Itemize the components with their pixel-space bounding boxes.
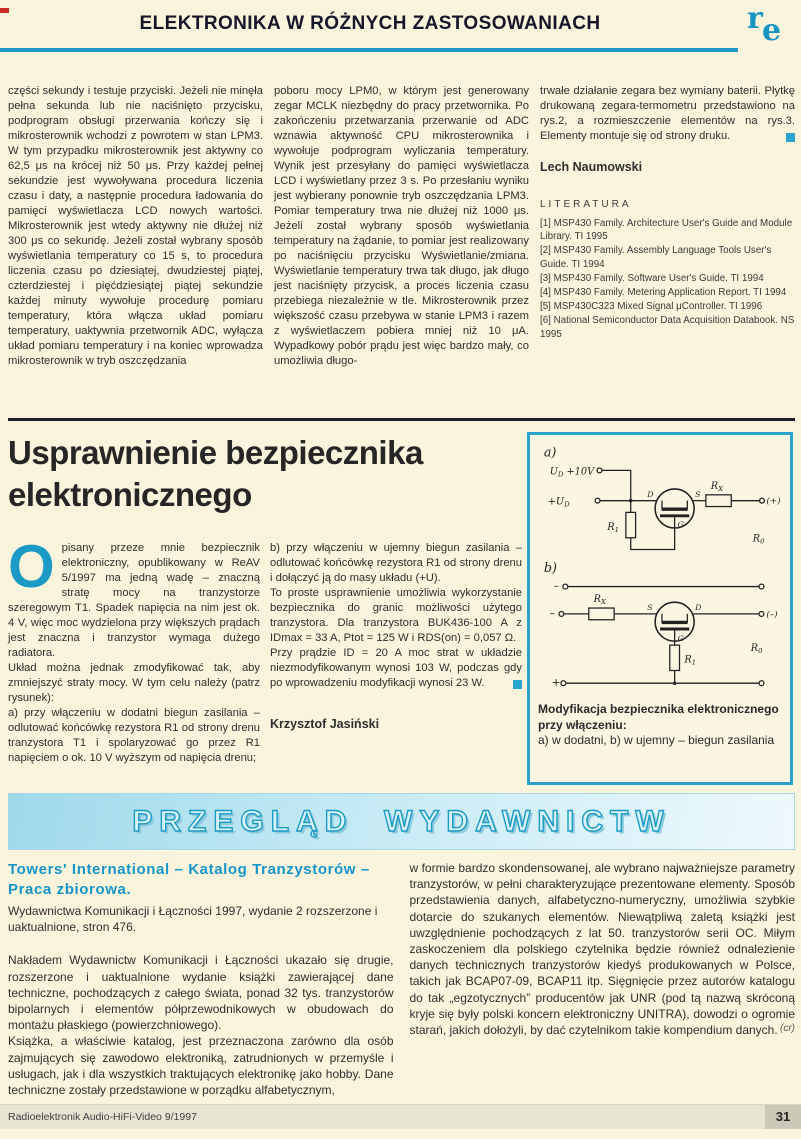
- publications-banner: [8, 793, 795, 850]
- review-column-2: [410, 860, 796, 1100]
- label-output-minus: (–): [766, 609, 778, 620]
- mosfet-symbol-a: [646, 489, 700, 529]
- literatura-heading: LITERATURA: [540, 199, 632, 210]
- end-of-article-marker: [513, 680, 522, 689]
- literatura-list: [540, 217, 795, 341]
- fuse-col1-p1-text: pisany przeze mnie bezpiecznik elektroniczny, opublikowany w ReAV 5/1997 ma jedną wadę – znaczną stratę mocy na tranzystorze szeregowym T1. Spadek napięcia na nim jest ok. 4 V, więc moc wydzielona przy większych prądach jest znaczna i tranzystor wymaga dużego radiatora.: [8, 542, 260, 659]
- fuse-col2-paragraph-1: b) przy włączeniu w ujemny biegun zasilania – odlutować końcówkę rezystora R1 od strony drenu i dołączyć ją do masy układu (+U).: [270, 542, 522, 584]
- fuse-article-title-line1: Usprawnienie bezpiecznika: [8, 434, 423, 471]
- label-minus-2: –: [549, 606, 556, 620]
- fuse-col2-paragraph-3: [270, 646, 522, 691]
- drop-cap: O: [8, 533, 55, 600]
- label-a: a): [543, 444, 557, 460]
- top-article-col3-body: trwałe działanie zegara bez wymiany baterii. Płytkę drukowaną zegara-termometru przedstawiono na rys.2, a rozmieszczenie elementów na rys.3. Elementy montuje się od strony druku.: [540, 85, 795, 142]
- label-plus-u: +U: [547, 496, 565, 508]
- label-g: G: [677, 634, 684, 644]
- book-review-section: [8, 860, 795, 1100]
- label-r1-b: [683, 655, 696, 667]
- label-r-sub: 1: [691, 658, 697, 667]
- review-paragraph: Nakładem Wydawnictw Komunikacji i Łączności ukazało się drugie, rozszerzone i uaktualnione wydanie książki zawierającej dane techniczne, pochodzących z całego świata, ponad 32 tys. tranzystorów bipolarnych i elementów półprzewodnikowych w obudowach do montażu płaskiego (powierzchniowego).: [8, 953, 394, 1033]
- label-g: G: [677, 520, 684, 530]
- end-of-article-marker: [786, 133, 795, 142]
- label-r-sub: 0: [758, 646, 763, 655]
- label-r0-a: [752, 534, 765, 546]
- label-r-sub: X: [600, 598, 606, 607]
- label-r1-a: [606, 522, 619, 534]
- msp430-article-continuation: [8, 84, 795, 416]
- label-plus-ud: [548, 497, 570, 509]
- label-r: R: [607, 521, 615, 533]
- figure-caption: [538, 702, 782, 749]
- reviewer-initials: (cr): [780, 1023, 795, 1035]
- top-article-col3-text: [540, 84, 795, 144]
- resistor-rx-a: [706, 495, 731, 507]
- literatura-item: [3] MSP430 Family. Software User's Guide. TI 1994: [540, 272, 764, 284]
- literatura-item: [6] National Semiconductor Data Acquisition Databook. NS 1995: [540, 315, 795, 340]
- label-d: D: [695, 602, 702, 612]
- figure-caption-normal: a) w dodatni, b) w ujemny – biegun zasilania: [538, 733, 775, 747]
- fuse-col2-p3-text: Przy prądzie ID = 20 A moc strat w układzie niezmodyfikowanym wynosi 103 W, podczas gdy po wprowadzeniu modyfikacji wynosi 23 W.: [270, 647, 522, 689]
- top-article-column-2: [274, 84, 529, 416]
- top-article-col2-text: poboru mocy LPM0, w którym jest generowany zegar MCLK niezbędny do pracy przetwornika. Po zakończeniu przetwarzania przerwanie od ADC wznawia aktywność CPU mikrosterownika i wywołuje podprogram wyliczania temperatury. Wynik jest przesyłany do pamięci wyświetlacza LCD i wyświetlany przez 3 s. Po przesłaniu wyniku jest wybierany ponownie tryb oszczędzania LPM3. Pomiar temperatury trwa nie dłużej niż 1000 μs. Jeżeli został wybrany sposób wyświetlania temperatury na żądanie, to pomiar jest realizowany po naciśnięciu przycisku Wyświetlanie/zmiana. Wyświetlanie temperatury trwa tak długo, jak długo jest naciśnięty przycisk, a proces liczenia czasu przebiega niezależnie w tle. Mikrosterownik przez większość czasu przebywa w stanie LPM3 i razem z wyświetlaczem pobiera mniej niż 10 μA. Wypadkowy pobór prądu jest więc bardzo mały, co umożliwia długo-: [274, 85, 529, 367]
- literatura-item: [1] MSP430 Family. Architecture User's Guide and Module Library. TI 1995: [540, 218, 793, 243]
- label-s: S: [695, 489, 701, 499]
- review-subheading: Wydawnictwa Komunikacji i Łączności 1997, wydanie 2 rozszerzone i uaktualnione, stron 476.: [8, 904, 378, 935]
- page-number: 31: [765, 1105, 801, 1129]
- review-col2-text: w formie bardzo skondensowanej, ale wybrano najważniejsze parametry tranzystorów, w pełni charakteryzujące prezentowane elementy. Sposób przedstawienia danych, alfabetyczno-numeryczny, umożliwia szybkie dotarcie do szukanych elementów. Niewątpliwą zaletą książki jest uwzględnienie pochodzących z lat 50. tranzystorów serii OC. Miłym zaskoczeniem dla polskiego czytelnika będzie również odnalezienie danych technicznych tranzystorów kiedyś produkowanych w Polsce, takich jak BCAP07-09, BCAP11 itp. Sięgnięcie przez autorów katalogu do tak „egzotycznych” producentów jak UNR (pod tą nazwą skróconą kryje się były polski koncern elektroniczny UNITRA), dowodzi o ogromie starań, jakich dołożyli, by dać czytelnikom takie kompendium danych.: [409, 861, 795, 1038]
- label-ud-supply: [550, 466, 595, 478]
- wire: [631, 528, 675, 549]
- fuse-col1-paragraph-2: Układ można jednak zmodyfikować tak, aby zmniejszyć straty mocy. W tym celu należy (patrz rysunek):: [8, 662, 260, 704]
- terminal-output-minus: [759, 611, 764, 616]
- wire: [602, 470, 631, 500]
- top-article-column-3: [540, 84, 795, 416]
- terminal: [563, 584, 568, 589]
- circuit-b: [544, 560, 778, 689]
- logo-letter-r: r: [747, 1, 763, 36]
- re-magazine-logo: [745, 1, 791, 52]
- label-plus-u-sub: D: [564, 500, 570, 509]
- label-u: U: [549, 466, 558, 478]
- label-plus: +: [551, 676, 561, 690]
- fuse-col1-paragraph-3: a) przy włączeniu w dodatni biegun zasilania – odlutować końcówkę rezystora R1 od strony drenu tranzystora T1 i spolaryzować go przez R1 napięciem o ok. 10 V wyższym od napięcia drenu;: [8, 707, 260, 764]
- terminal: [759, 584, 764, 589]
- footer-journal-name: Radioelektronik Audio-HiFi-Video 9/1997: [8, 1111, 197, 1123]
- resistor-rx-b: [589, 608, 614, 620]
- logo-letter-e: e: [762, 13, 782, 48]
- section-divider-rule: [8, 418, 795, 421]
- label-r-sub: X: [718, 484, 723, 493]
- terminal: [561, 681, 566, 686]
- label-s: S: [647, 602, 653, 612]
- label-10v: +10V: [563, 466, 595, 478]
- mosfet-symbol-b: [647, 602, 702, 645]
- figure-caption-bold: Modyfikacja bezpiecznika elektronicznego przy włączeniu:: [538, 702, 779, 732]
- review-paragraph: [410, 860, 796, 1038]
- banner-title: PRZEGLĄD WYDAWNICTW: [132, 804, 671, 838]
- fuse-article-column-2: [270, 541, 522, 732]
- label-r: R: [593, 594, 601, 606]
- label-rx-a: [710, 481, 724, 493]
- terminal-ud-supply: [597, 468, 602, 473]
- header-rule: [0, 48, 738, 52]
- review-heading: Towers' International – Katalog Tranzystorów – Praca zbiorowa.: [8, 861, 370, 898]
- label-r: R: [684, 654, 692, 666]
- terminal: [559, 611, 564, 616]
- label-d: D: [647, 489, 654, 499]
- literatura-item: [2] MSP430 Family. Assembly Language Tools User's Guide. TI 1994: [540, 245, 772, 270]
- top-article-col1-text: części sekundy i testuje przyciski. Jeżeli nie minęła pełna sekunda lub nie naciśnięto przycisku, podprogram obsługi przerwania kończy się i mikrosterownik wchodzi z powrotem w stan LPM3. W tym przypadku mikrosterownik jest aktywny co 62,5 μs na krócej niż 50 μs. Przy każdej pełnej sekundzie jest wywoływana procedura liczenia czasu i daty, a następnie procedura ładowania do pamięci wyświetlacza LCD nowych wartości. Mikrosterownik jest wtedy aktywny nie dłużej niż 300 μs co sekundę. Jeżeli został wybrany sposób wyświetlania temperatury co 15 s, to procedura liczenia czasu po dziesiątej, dwudziestej piątej, czterdziestej i pięćdziesiątej piątej sekundzie każdej minuty wywołuje procedurę pomiaru temperatury, która włącza układ pomiaru temperatury, uaktywnia przetwornik ADC, wyłącza układ pomiaru temperatury i na koniec wprowadza mikrosterownik w tryb oszczędzania: [8, 85, 263, 367]
- circuit-a: [544, 445, 781, 550]
- label-r-sub: 0: [760, 537, 765, 546]
- circuit-figure-box: [527, 432, 793, 785]
- transistor-leads: [662, 614, 687, 622]
- label-minus-1: –: [553, 579, 559, 593]
- review-column-1: [8, 860, 394, 1100]
- label-r0-b: [750, 643, 763, 655]
- page-header-title: ELEKTRONIKA W RÓŻNYCH ZASTOSOWANIACH: [139, 13, 601, 34]
- page-footer: [0, 1104, 801, 1129]
- terminal: [759, 681, 764, 686]
- review-paragraph: Książka, a właściwie katalog, jest przeznaczona zarówno dla osób zajmujących się zawodowo elektroniką, zatrudnionych w przemyśle i usługach, jak i dla wszystkich traktujących elektronikę jako hobby. Dane techniczne zostały przedstawione w porządku alfabetycznym,: [8, 1034, 394, 1098]
- resistor-r1-b: [670, 645, 680, 670]
- label-r: R: [710, 480, 719, 492]
- terminal-plus-ud: [595, 498, 600, 503]
- fuse-article-column-1: [8, 533, 260, 766]
- author-name: Krzysztof Jasiński: [270, 717, 380, 731]
- terminal-output-plus: [760, 498, 765, 503]
- circuit-diagram: [538, 440, 782, 698]
- fuse-article-title-line2: elektronicznego: [8, 476, 252, 513]
- spacer: [8, 935, 394, 952]
- fuse-col2-paragraph-2: To proste usprawnienie umożliwia wykorzystanie bezpiecznika do granic możliwości użytego tranzystora. Dla tranzystora BUK436-100 A z IDmax = 33 A, Ptot = 125 W i RDS(on) = 0,057 Ω.: [270, 587, 522, 644]
- transistor-channel: [661, 508, 687, 511]
- label-u-sub: D: [557, 470, 564, 479]
- fuse-col1-paragraph-1: [8, 533, 260, 661]
- label-r: R: [750, 642, 759, 654]
- label-output-plus: (+): [766, 496, 781, 507]
- transistor-channel: [661, 621, 687, 624]
- label-rx-b: [593, 594, 607, 606]
- transistor-leads: [662, 501, 687, 509]
- junction-dot: [673, 681, 677, 685]
- label-r: R: [752, 533, 761, 545]
- literatura-item: [5] MSP430C323 Mixed Signal μController. TI 1996: [540, 301, 763, 313]
- label-r-sub: 1: [614, 525, 619, 534]
- resistor-r1-a: [626, 512, 636, 537]
- literatura-item: [4] MSP430 Family. Metering Application Report. TI 1994: [540, 287, 787, 299]
- top-article-column-1: [8, 84, 263, 416]
- fuse-article-title: [8, 432, 518, 516]
- label-b: b): [543, 559, 557, 575]
- author-name: Lech Naumowski: [540, 160, 643, 174]
